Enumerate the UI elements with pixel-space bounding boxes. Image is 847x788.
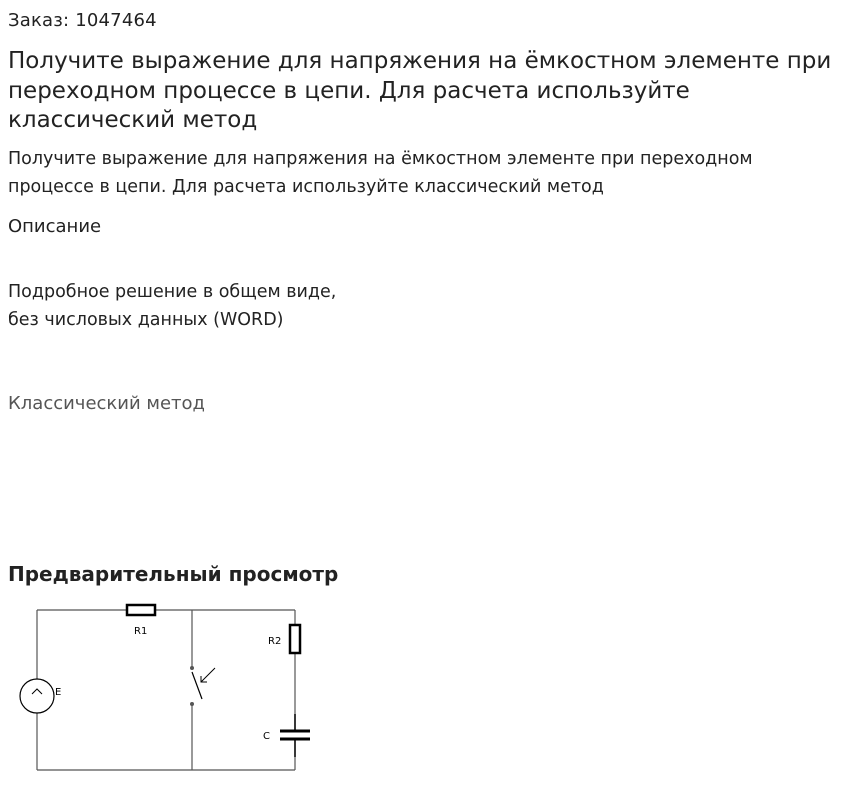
method-label: Классический метод	[8, 393, 205, 414]
task-text: Получите выражение для напряжения на ёмкостном элементе при переходном процессе в цепи. Для расчета используйте классический метод	[8, 149, 753, 197]
label-r1: R1	[134, 626, 148, 637]
description-line: без числовых данных (WORD)	[8, 310, 284, 330]
label-r2: R2	[268, 636, 282, 647]
emf-source	[20, 679, 54, 713]
resistor-r1	[127, 605, 155, 615]
label-e: E	[55, 687, 62, 698]
label-c: C	[263, 731, 270, 742]
resistor-r2	[290, 625, 300, 653]
circuit-diagram	[15, 600, 325, 780]
switch	[190, 666, 215, 706]
description-text	[8, 278, 336, 334]
page-title: Получите выражение для напряжения на ёмкостном элементе при переходном процессе в цепи. Для расчета используйте классический метод	[8, 48, 832, 133]
description-line: Подробное решение в общем виде,	[8, 282, 337, 302]
circuit-wires	[37, 610, 295, 770]
capacitor-c	[280, 731, 310, 739]
description-heading: Описание	[8, 216, 102, 237]
preview-heading: Предварительный просмотр	[8, 562, 339, 586]
order-number: Заказ: 1047464	[8, 10, 157, 31]
